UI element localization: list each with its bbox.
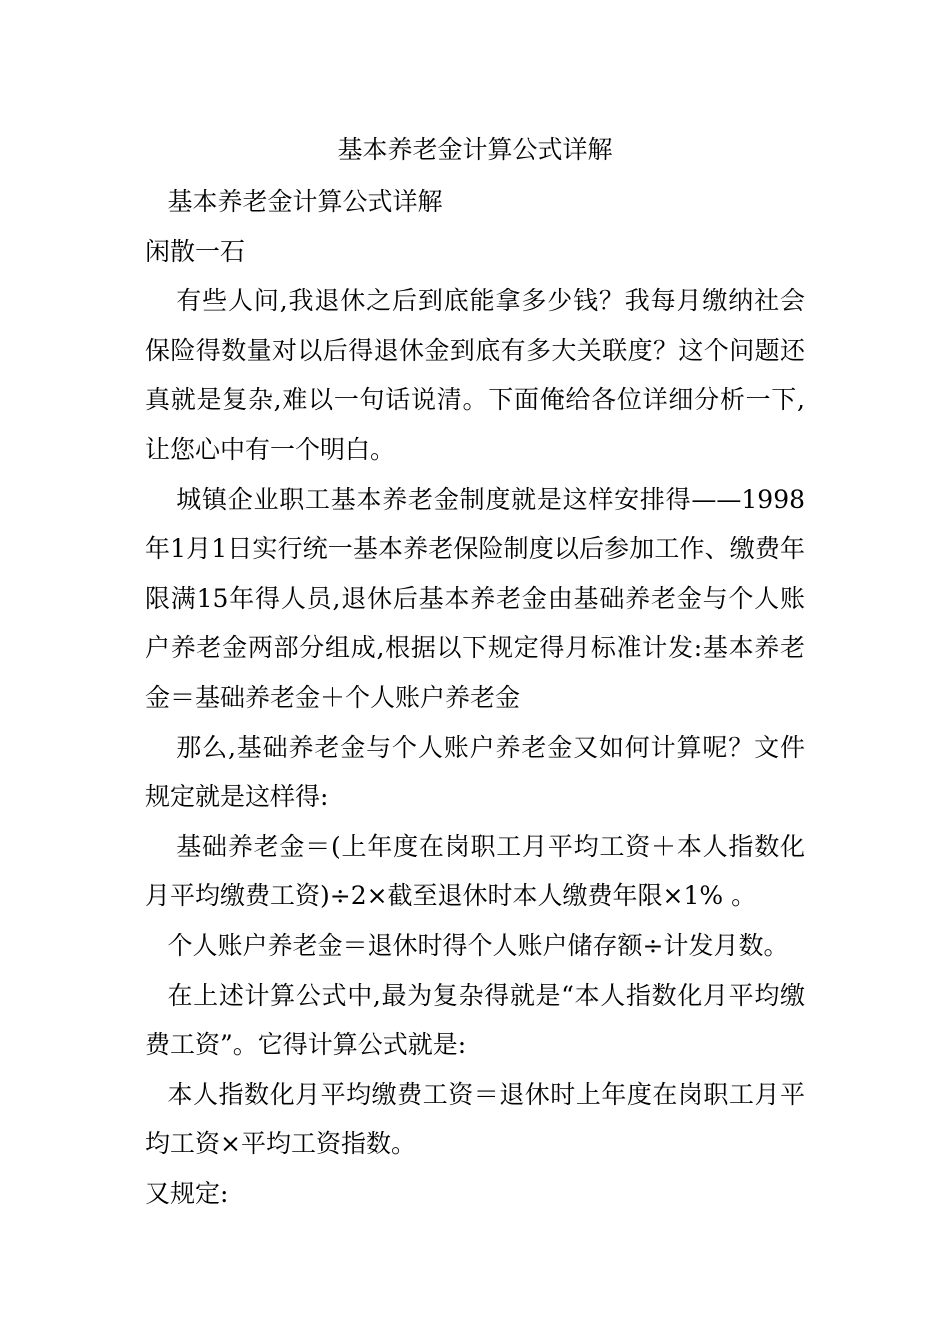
paragraph-question: 那么,基础养老金与个人账户养老金又如何计算呢？文件规定就是这样得: bbox=[145, 732, 805, 812]
paragraph-complex-term: 在上述计算公式中,最为复杂得就是“本人指数化月平均缴费工资”。它得计算公式就是: bbox=[145, 980, 805, 1060]
paragraph-also-provided: 又规定: bbox=[145, 1178, 229, 1208]
document-subtitle: 基本养老金计算公式详解 bbox=[167, 187, 443, 216]
document-author: 闲散一石 bbox=[145, 236, 246, 266]
paragraph-indexed-wage-formula: 本人指数化月平均缴费工资＝退休时上年度在岗职工月平均工资×平均工资指数。 bbox=[145, 1079, 805, 1159]
document-body bbox=[145, 177, 805, 1218]
document-title: 基本养老金计算公式详解 bbox=[337, 135, 613, 164]
paragraph-system: 城镇企业职工基本养老金制度就是这样安排得——1998年1月1日实行统一基本养老保险制度以后参加工作、缴费年限满15年得人员,退休后基本养老金由基础养老金与个人账户养老金两部分组成,根据以下规定得月标准计发:基本养老金＝基础养老金＋个人账户养老金 bbox=[145, 484, 805, 712]
paragraph-account-pension-formula: 个人账户养老金＝退休时得个人账户储存额÷计发月数。 bbox=[167, 930, 789, 960]
paragraph-basic-pension-formula: 基础养老金＝(上年度在岗职工月平均工资＋本人指数化月平均缴费工资)÷2×截至退休时本人缴费年限×1% 。 bbox=[145, 831, 805, 911]
paragraph-intro: 有些人问,我退休之后到底能拿多少钱？我每月缴纳社会保险得数量对以后得退休金到底有多大关联度？这个问题还真就是复杂,难以一句话说清。下面俺给各位详细分析一下,让您心中有一个明白。 bbox=[145, 286, 805, 464]
